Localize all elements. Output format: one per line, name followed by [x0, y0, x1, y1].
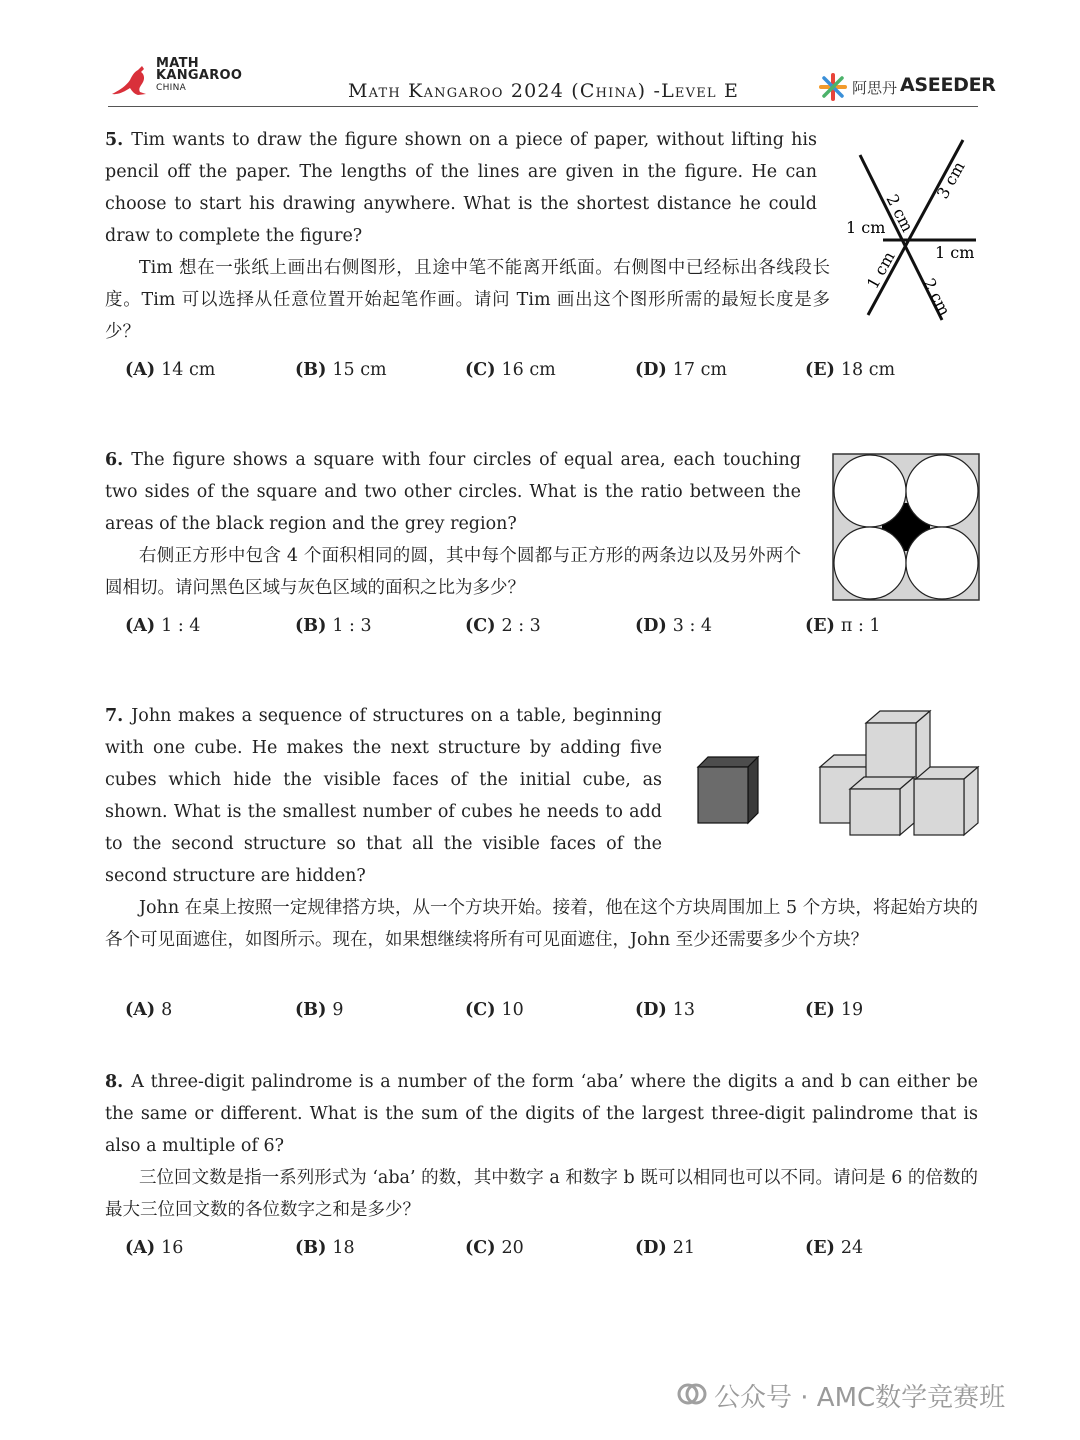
figure-label: 2 cm: [919, 275, 955, 319]
page-header: [0, 0, 1080, 110]
choice-e[interactable]: (E) 19: [805, 1000, 864, 1020]
question-7: [105, 700, 662, 892]
question-en: John makes a sequence of structures on a table, beginning with one cube. He makes the next structure by adding five cubes which hide the visible faces of the initial cube, as shown. What is the smallest number of cubes he needs to add to the second structure so that all the visible faces of the second structure are hidden?: [105, 706, 662, 886]
question-en: Tim wants to draw the figure shown on a piece of paper, without lifting his pencil off the paper. The lengths of the lines are given in the figure. He can choose to start his drawing anywhere. What is the shortest distance he could draw to complete the figure?: [105, 130, 817, 246]
choice-c[interactable]: (C) 10: [465, 1000, 524, 1020]
logo-line-2: KANGAROO: [156, 68, 243, 83]
question-5-text: [105, 124, 817, 252]
aseeder-logo: [818, 72, 996, 102]
cross-structure: [820, 711, 978, 835]
question-number: 5.: [105, 130, 124, 150]
question-6-cn: 右侧正方形中包含 4 个面积相同的圆，其中每个圆都与正方形的两条边以及另外两个圆相切。请问黑色区域与灰色区域的面积之比为多少？: [105, 546, 801, 598]
question-number: 7.: [105, 706, 124, 726]
question-8-text: [105, 1066, 978, 1162]
question-5-figure: [838, 130, 988, 330]
choice-e[interactable]: (E) 24: [805, 1238, 864, 1258]
question-7-cn-block: [105, 892, 978, 956]
watermark-text: 公众号 · AMC数学竞赛班: [714, 1383, 1006, 1413]
aseeder-icon: [818, 72, 848, 102]
question-7-figure: [690, 705, 1010, 840]
choice-b[interactable]: (B) 15 cm: [295, 360, 387, 380]
choice-a[interactable]: (A) 14 cm: [125, 360, 216, 380]
aseeder-en: ASEEDER: [900, 74, 996, 96]
choice-d[interactable]: (D) 3 : 4: [635, 616, 713, 636]
choice-a[interactable]: (A) 8: [125, 1000, 173, 1020]
choice-d[interactable]: (D) 13: [635, 1000, 696, 1020]
aseeder-cn: 阿思丹: [852, 79, 898, 97]
header-divider: [108, 106, 978, 107]
choice-c[interactable]: (C) 16 cm: [465, 360, 556, 380]
question-8: [105, 1066, 978, 1226]
logo-line-1: MATH: [156, 56, 199, 71]
logo-text: [156, 58, 242, 94]
choice-b[interactable]: (B) 1 : 3: [295, 616, 372, 636]
choice-e[interactable]: (E) 18 cm: [805, 360, 896, 380]
figure-label: 1 cm: [935, 243, 975, 262]
question-number: 8.: [105, 1072, 124, 1092]
question-en: The figure shows a square with four circles of equal area, each touching two sides of the square and two other circles. What is the ratio between the areas of the black region and the grey region?: [105, 450, 801, 534]
question-en: A three-digit palindrome is a number of the form ‘aba’ where the digits a and b can either be the same or different. What is the sum of the digits of the largest three-digit palindrome that is also a multiple of 6?: [105, 1072, 978, 1156]
question-5-cn: Tim 想在一张纸上画出右侧图形，且途中笔不能离开纸面。右侧图中已经标出各线段长度。Tim 可以选择从任意位置开始起笔作画。请问 Tim 画出这个图形所需的最短长度是多少？: [105, 258, 830, 342]
choice-a[interactable]: (A) 1 : 4: [125, 616, 201, 636]
question-7-text: [105, 700, 662, 892]
choice-a[interactable]: (A) 16: [125, 1238, 184, 1258]
logo-line-3: CHINA: [156, 83, 187, 93]
question-6-figure: [832, 453, 980, 601]
figure-label: 2 cm: [882, 191, 918, 235]
question-number: 6.: [105, 450, 124, 470]
choice-c[interactable]: (C) 2 : 3: [465, 616, 541, 636]
kangaroo-icon: [108, 60, 158, 100]
question-6-text: [105, 444, 801, 540]
question-7-cn: John 在桌上按照一定规律搭方块，从一个方块开始。接着，他在这个方块周围加上 5 个方块，将起始方块的各个可见面遮住，如图所示。现在，如果想继续将所有可见面遮住，John 至少还需要多少个方块？: [105, 898, 978, 950]
choice-c[interactable]: (C) 20: [465, 1238, 524, 1258]
figure-label: 3 cm: [932, 158, 969, 202]
question-5: [105, 124, 830, 348]
question-6: [105, 444, 801, 604]
page-title: Math Kangaroo 2024 (China) -Level E: [348, 80, 740, 102]
choice-e[interactable]: (E) π : 1: [805, 616, 881, 636]
choice-b[interactable]: (B) 9: [295, 1000, 344, 1020]
choice-d[interactable]: (D) 21: [635, 1238, 696, 1258]
question-8-cn: 三位回文数是指一系列形式为 ‘aba’ 的数，其中数字 a 和数字 b 既可以相同也可以不同。请问是 6 的倍数的最大三位回文数的各位数字之和是多少？: [105, 1168, 978, 1220]
choice-b[interactable]: (B) 18: [295, 1238, 355, 1258]
figure-label: 1 cm: [862, 248, 899, 292]
wechat-icon: [676, 1378, 708, 1410]
single-cube: [698, 757, 758, 823]
choice-d[interactable]: (D) 17 cm: [635, 360, 727, 380]
figure-label: 1 cm: [846, 218, 886, 237]
math-kangaroo-logo: [108, 58, 248, 102]
